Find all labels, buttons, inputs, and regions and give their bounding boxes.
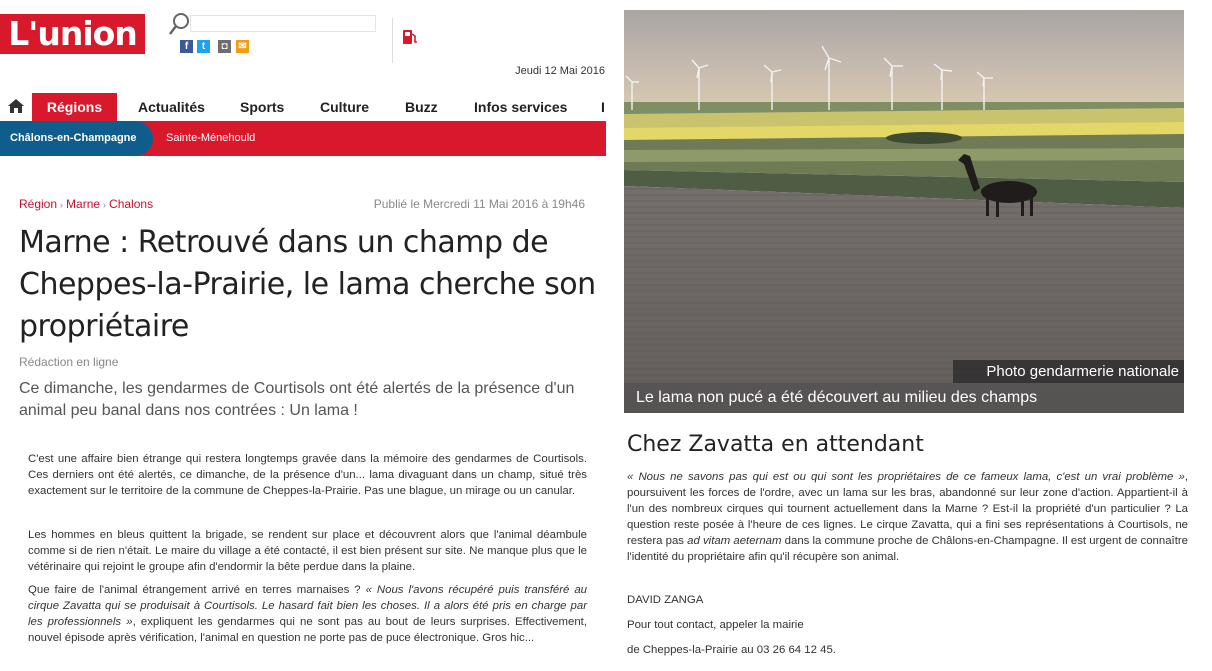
paragraph-text: Que faire de l'animal étrangement arrivé en terres marnaises ? (28, 584, 366, 596)
paragraph-text: dans la commune proche de Châlons-en-Champagne. Il est urgent de connaître l'identité du propriétaire afin qu'il récupère son animal. (627, 535, 1189, 563)
latin-phrase: ad vitam aeternam (687, 535, 782, 547)
facebook-icon[interactable]: f (180, 40, 193, 53)
tab-infos-services[interactable]: Infos services (474, 99, 568, 115)
contact-line: Pour tout contact, appeler la mairie (627, 619, 804, 631)
home-icon[interactable] (7, 97, 25, 115)
breadcrumb-separator: › (103, 200, 107, 210)
article-paragraph (627, 469, 1188, 565)
gendarmes-quote: « Nous ne savons pas qui est ou qui sont les propriétaires de ce fameux lama, c'est un vrai problème » (627, 471, 1185, 483)
breadcrumb-chalons[interactable]: Chalons (109, 197, 154, 211)
fuel-pump-icon[interactable] (402, 28, 418, 46)
header-divider (392, 18, 393, 63)
breadcrumb-marne[interactable]: Marne (66, 197, 101, 211)
tab-more[interactable]: I (601, 99, 605, 115)
photo-credit: Photo gendarmerie nationale (953, 360, 1184, 383)
search-input[interactable] (190, 15, 376, 32)
site-logo[interactable]: L'union (0, 14, 145, 54)
breadcrumb-region[interactable]: Région (19, 197, 58, 211)
paragraph-text: , expliquent les gendarmes qui ne sont pas au bout de leurs surprises. Effectivement, nouvel épisode après vérification, l'animal en question ne porte pas de puce électronique. Gros hic... (28, 616, 587, 644)
article-lead: Ce dimanche, les gendarmes de Courtisols ont été alertés de la présence d'un animal peu banal dans nos contrées : Un lama ! (19, 380, 575, 419)
article-author: Rédaction en ligne (19, 355, 119, 369)
article-signature: DAVID ZANGA (627, 594, 704, 606)
article-paragraph (28, 582, 587, 646)
article-paragraph: Les hommes en bleus quittent la brigade, se rendent sur place et découvrent alors que l'animal déambule comme si de rien n'était. Le maire du village a été contacté, il est bien présent sur site. Ne manque plus que le vétérinaire qui rejoint le groupe afin d'endormir la bête perdue dans la plaine. (28, 529, 587, 573)
breadcrumb-separator: › (60, 200, 64, 210)
subtab-chalons[interactable]: Châlons-en-Champagne (0, 121, 153, 156)
tab-buzz[interactable]: Buzz (405, 99, 438, 115)
tab-sports[interactable]: Sports (240, 99, 285, 115)
tab-regions[interactable]: Régions (32, 93, 117, 121)
article-headline: Marne : Retrouvé dans un champ de Cheppes-la-Prairie, le lama cherche son propriétaire (19, 225, 596, 344)
current-date: Jeudi 12 Mai 2016 (515, 65, 605, 77)
section-heading: Chez Zavatta en attendant (627, 432, 924, 457)
contact-line: de Cheppes-la-Prairie au 03 26 64 12 45. (627, 644, 836, 656)
publish-date: Publié le Mercredi 11 Mai 2016 à 19h46 (373, 197, 585, 211)
breadcrumb (19, 197, 153, 211)
tab-culture[interactable]: Culture (320, 99, 369, 115)
gendarmes-quote: « Nous l'avons récupéré puis transféré au cirque Zavatta qui se produisait à Courtisols. Le hasard fait bien les choses. Il a alors été pris en charge par les professionnels » (28, 584, 587, 628)
mail-icon[interactable]: ✉ (236, 40, 249, 53)
instagram-icon[interactable]: ◘ (218, 40, 231, 53)
paragraph-text: , poursuivent les forces de l'ordre, avec un lama sur les bras, abandonné sur leur zone d'action. Appartient-il à l'un des nombreux cirques qui tournent actuellement dans la Marne ? Est-il la propriété d'un particulier ? La question reste posée à l'heure de ces lignes. Le cirque Zavatta, qui a fini ses représentations à Courtisols, ne restera pas (627, 471, 1188, 547)
search-icon[interactable] (168, 12, 190, 36)
subtab-sainte-menehould[interactable]: Sainte-Ménehould (166, 132, 256, 144)
photo-caption: Le lama non pucé a été découvert au milieu des champs (624, 383, 1184, 413)
article-paragraph: C'est une affaire bien étrange qui restera longtemps gravée dans la mémoire des gendarmes de Courtisols. Ces derniers ont été alertés, ce dimanche, de la présence d'un... lama divaguant dans un champ, situé très exactement sur le territoire de la commune de Cheppes-la-Prairie. Pas une blague, un mirage ou un canular. (28, 453, 587, 497)
llama-photo[interactable] (624, 10, 1184, 413)
twitter-icon[interactable]: t (197, 40, 210, 53)
tab-actualites[interactable]: Actualités (138, 99, 205, 115)
